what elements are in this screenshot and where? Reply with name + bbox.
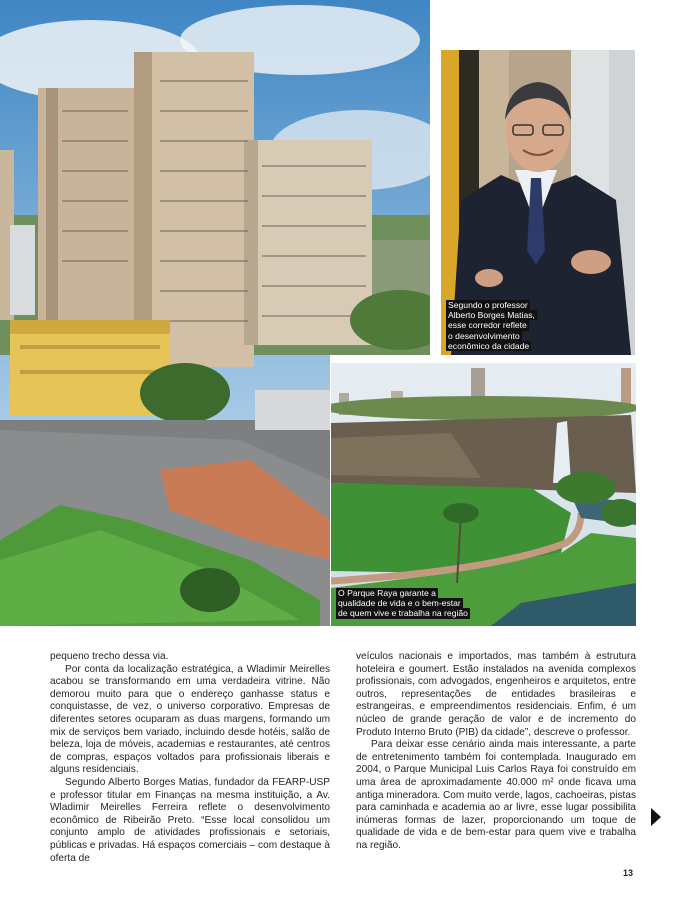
article-column-right <box>356 651 636 853</box>
caption-line: esse corredor reflete <box>448 320 527 331</box>
page-number: 13 <box>623 868 634 878</box>
caption-line: qualidade de vida e o bem-estar <box>338 598 461 609</box>
portrait-caption <box>446 300 556 351</box>
caption-line: econômico da cidade <box>448 340 530 351</box>
caption-line: Alberto Borges Matias, <box>448 310 535 321</box>
park-photo <box>331 363 636 626</box>
article-column-left <box>50 651 330 865</box>
article-paragraph: veículos nacionais e importados, mas também à estrutura hoteleira e goumert. Estão instalados na avenida complexos profissionais, com advogados, engenheiros e arquitetos, entre outros, representações de entidades brasileiras e estrangeiras, e empreendimentos residenciais. Enfim, é um núcleo de grande geração de valor e de incremento do Produto Interno Bruto (PIB) da cidade”, descreve o professor. <box>356 651 636 738</box>
article-paragraph: Por conta da localização estratégica, a Wladimir Meirelles acabou se transformando em uma verdadeira vitrine. Não demorou muito para que o endereço ganhasse status e conquistasse, de vez, o universo corporativo. Empresas de diferentes setores ocuparam as duas margens, formando um mix de serviços bem variado, incluindo desde hotéis, salão de beleza, loja de móveis, academias e restaurantes, até centros de compras, espaços voltados para profissionais liberais e alguns residenciais. <box>50 663 330 776</box>
caption-line: O Parque Raya garante a <box>338 588 436 598</box>
caption-line: de quem vive e trabalha na região <box>338 608 468 619</box>
caption-line: o desenvolvimento <box>448 330 520 341</box>
article-paragraph: Segundo Alberto Borges Matias, fundador da FEARP-USP e professor titular em Finanças na mesma instituição, a Av. Wladimir Meirelles Ferreira reflete o desenvolvimento econômico de Ribeirão Preto. “Esse local consolidou um conjunto amplo de atividades profissionais e setoriais, públicas e privadas. Há espaços comerciais – com destaque à oferta de <box>50 776 330 864</box>
caption-line: Segundo o professor <box>448 300 528 310</box>
article-paragraph: pequeno trecho dessa via. <box>50 651 169 662</box>
article-paragraph: Para deixar esse cenário ainda mais interessante, a parte de entretenimento também foi contemplada. Inaugurado em 2004, o Parque Municipal Luis Carlos Raya foi construído em uma área de aproximadamente 40.000 m² onde ficava uma antiga mineradora. Com muito verde, lagos, cachoeiras, pistas para caminhada e academia ao ar livre, esse lugar possibilita inúmeras formas de lazer, proporcionando um toque de qualidade de vida e de bem-estar para quem vive e trabalha na região. <box>356 739 636 851</box>
next-page-arrow-icon <box>651 808 661 826</box>
park-caption <box>336 588 486 619</box>
